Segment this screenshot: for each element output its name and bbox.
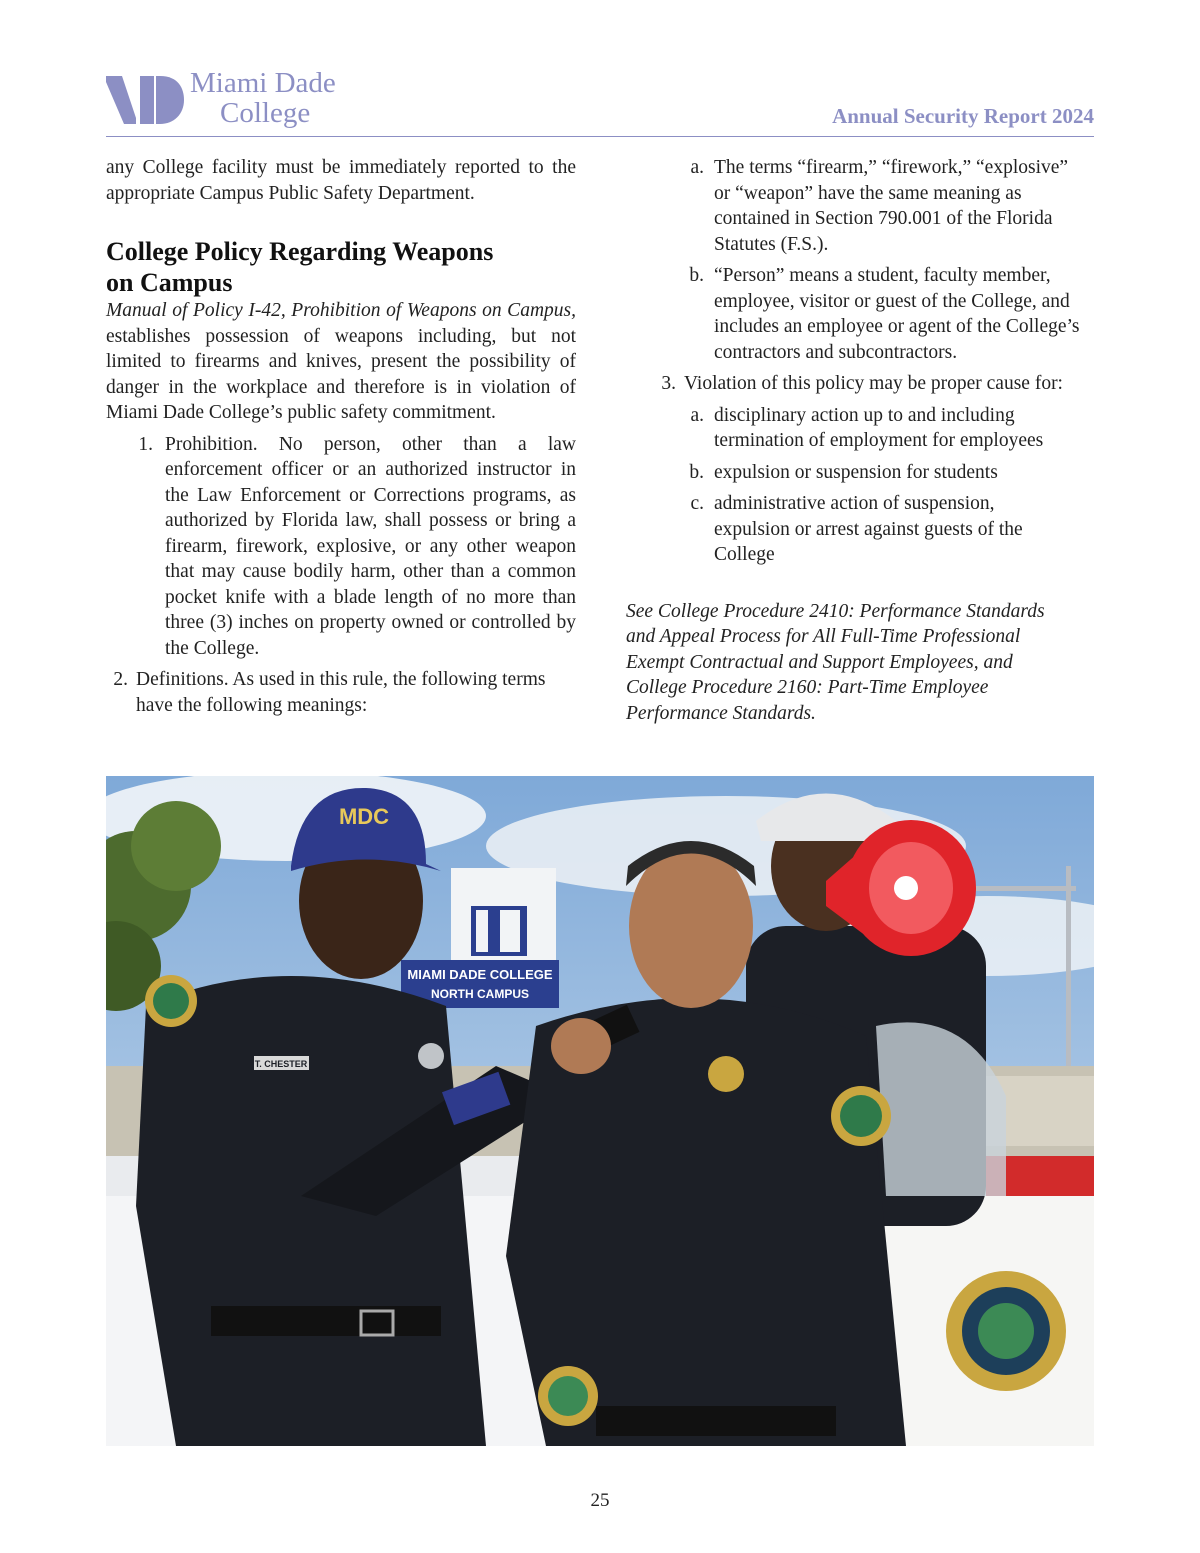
list-text: Definitions. As used in this rule, the following terms have the following meanings: (136, 669, 546, 716)
page-number: 25 (590, 1490, 610, 1511)
list-text: The terms “firearm,” “firework,” “explosive” or “weapon” have the same meaning as contained in Section 790.001 of the Florida Statutes (F.S.). (714, 157, 1069, 255)
mdc-logo-mark-icon (106, 72, 184, 124)
list-number: b. (689, 461, 704, 483)
logo-line-1: Miami Dade (190, 67, 336, 99)
name-tag-text: T. CHESTER (254, 1059, 308, 1069)
campus-sign-line-2: NORTH CAMPUS (431, 987, 529, 1001)
page-header (106, 68, 1094, 138)
definition-item (626, 155, 1096, 257)
list-number: c. (690, 493, 704, 514)
definition-item (626, 263, 1096, 365)
list-number: 3. (661, 373, 676, 394)
list-number: a. (690, 404, 704, 426)
list-text: disciplinary action up to and including termination of employment for employees (714, 404, 1044, 451)
report-title: Annual Security Report 2024 (832, 104, 1094, 128)
officers-photo-illustration (106, 776, 1094, 1446)
list-item (106, 667, 576, 718)
logo-line-2: College (220, 97, 311, 129)
list-text: Prohibition. No person, other than a law enforcement officer or an authorized instructor in the Law Enforcement or Corrections programs, as authorized by Florida law, shall possess or bring a firearm, firework, explosive, or any other weapon that may cause bodily harm, other than a common pocket knife with a blade length of no more than three (3) inches on property owned or controlled by the College. (165, 433, 576, 659)
list-text: administrative action of suspension, expulsion or arrest against guests of the College (714, 493, 1023, 565)
list-number: 2. (113, 669, 128, 690)
list-number: b. (689, 265, 704, 286)
left-column (106, 155, 576, 718)
violation-item (626, 460, 1096, 486)
section-heading: College Policy Regarding Weapons on Campus (106, 237, 494, 297)
right-column (626, 155, 1096, 726)
policy-text: establishes possession of weapons including, but not limited to firearms and knives, present the possibility of danger in the workplace and therefore is in violation of Miami Dade College’s public safety commitment. (106, 325, 576, 423)
policy-paragraph (106, 298, 576, 426)
campus-sign-line-1: MIAMI DADE COLLEGE (407, 967, 553, 982)
procedure-note: See College Procedure 2410: Performance Standards and Appeal Process for All Full-Time Professional Exempt Contractual and Support Employees, and College Procedure 2160: Part-Time Employee Performance Standards. (626, 600, 1045, 724)
list-text: expulsion or suspension for students (714, 461, 998, 483)
violation-item (626, 403, 1096, 454)
logo-wordmark (190, 68, 336, 128)
list-item (626, 371, 1096, 397)
header-rule (106, 136, 1094, 137)
cap-logo-text: MDC (338, 804, 390, 829)
officers-photo (106, 776, 1094, 1446)
list-text: “Person” means a student, faculty member, employee, visitor or guest of the College, and includes an employee or agent of the College’s contractors and subcontractors. (714, 265, 1080, 363)
list-number: a. (690, 157, 704, 178)
policy-reference: Manual of Policy I-42, Prohibition of Weapons on Campus, (106, 300, 576, 321)
intro-paragraph: any College facility must be immediately reported to the appropriate Campus Public Safety Department. (106, 157, 576, 204)
list-item (106, 432, 576, 662)
violation-item (626, 491, 1096, 568)
list-text: Violation of this policy may be proper cause for: (684, 373, 1063, 394)
college-logo (106, 68, 366, 128)
list-number: 1. (138, 433, 153, 455)
